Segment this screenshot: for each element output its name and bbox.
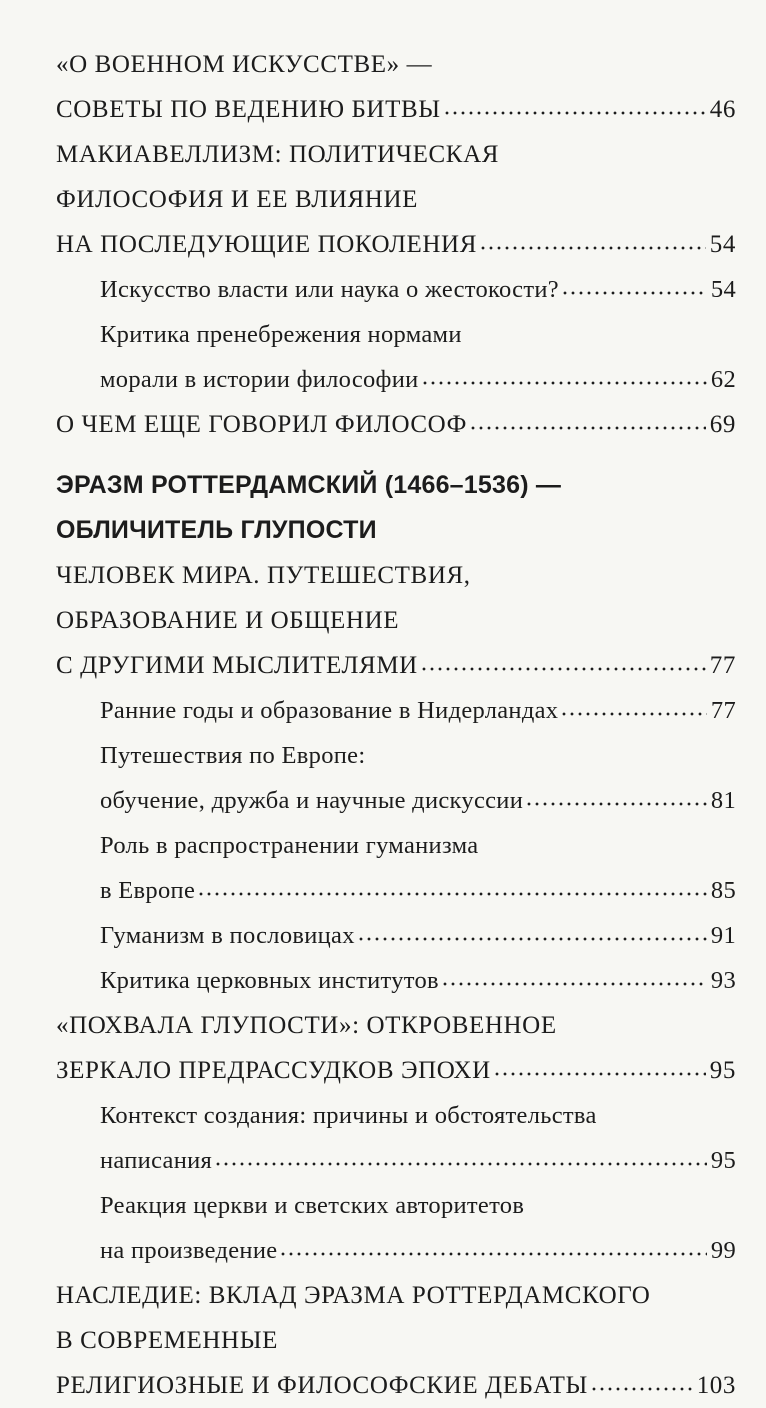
page-number: 95 — [710, 1147, 736, 1174]
page-number: 46 — [709, 96, 736, 123]
toc-line — [56, 1228, 736, 1273]
toc-line — [56, 688, 736, 733]
toc-line — [56, 177, 736, 222]
toc-entry-title: написания — [100, 1147, 213, 1174]
toc-chapter — [56, 1273, 736, 1408]
toc-line — [56, 553, 736, 598]
toc-line — [56, 823, 736, 868]
toc-entry-title: ОБЛИЧИТЕЛЬ ГЛУПОСТИ — [56, 516, 377, 544]
page-number: 91 — [710, 922, 736, 949]
dot-leader — [561, 290, 707, 296]
page-number: 77 — [710, 697, 736, 724]
toc-entry-title: ЧЕЛОВЕК МИРА. ПУТЕШЕСТВИЯ, — [56, 562, 471, 589]
toc-section — [56, 913, 736, 958]
toc-line — [56, 1048, 736, 1093]
toc-chapter — [56, 42, 736, 132]
toc-entry-title: Гуманизм в пословицах — [100, 922, 355, 949]
toc-entry-title: Путешествия по Европе: — [100, 742, 366, 769]
toc-entry-title: обучение, дружба и научные дискуссии — [100, 787, 524, 814]
toc-line — [56, 778, 736, 823]
toc-line — [56, 508, 736, 553]
dot-leader — [214, 1161, 707, 1167]
toc-line — [56, 958, 736, 1003]
page-number: 81 — [710, 787, 736, 814]
toc-entry-title: в Европе — [100, 877, 196, 904]
toc-line — [56, 357, 736, 402]
toc-entry-title: «ПОХВАЛА ГЛУПОСТИ»: ОТКРОВЕННОЕ — [56, 1012, 557, 1039]
toc-line — [56, 1183, 736, 1228]
dot-leader — [421, 380, 707, 386]
toc-entry-title: Критика пренебрежения нормами — [100, 321, 462, 348]
dot-leader — [443, 110, 706, 116]
toc-line — [56, 312, 736, 357]
dot-leader — [590, 1386, 693, 1392]
page-number: 54 — [710, 276, 736, 303]
toc-line — [56, 463, 736, 508]
page-number: 69 — [709, 411, 736, 438]
toc-part-heading — [56, 463, 736, 553]
toc-entry-title: Ранние годы и образование в Нидерландах — [100, 697, 559, 724]
toc-line — [56, 1138, 736, 1183]
toc-line — [56, 1003, 736, 1048]
toc-section — [56, 733, 736, 823]
toc-line — [56, 643, 736, 688]
dot-leader — [493, 1071, 706, 1077]
toc-entry-title: СОВЕТЫ ПО ВЕДЕНИЮ БИТВЫ — [56, 96, 441, 123]
toc-line — [56, 913, 736, 958]
toc-line — [56, 267, 736, 312]
toc-line — [56, 42, 736, 87]
toc-line — [56, 1093, 736, 1138]
toc-entry-title: Реакция церкви и светских авторитетов — [100, 1192, 525, 1219]
toc-entry-title: МАКИАВЕЛЛИЗМ: ПОЛИТИЧЕСКАЯ — [56, 141, 499, 168]
toc-line — [56, 402, 736, 447]
page-number: 54 — [709, 231, 736, 258]
dot-leader — [279, 1251, 706, 1257]
page-number: 77 — [709, 652, 736, 679]
toc-entry-title: Критика церковных институтов — [100, 967, 439, 994]
toc-entry-title: О ЧЕМ ЕЩЕ ГОВОРИЛ ФИЛОСОФ — [56, 411, 467, 438]
dot-leader — [469, 425, 706, 431]
toc-entry-title: ЗЕРКАЛО ПРЕДРАССУДКОВ ЭПОХИ — [56, 1057, 491, 1084]
toc-entry-title: НА ПОСЛЕДУЮЩИЕ ПОКОЛЕНИЯ — [56, 231, 477, 258]
dot-leader — [420, 666, 706, 672]
toc-entry-title: «О ВОЕННОМ ИСКУССТВЕ» — — [56, 51, 433, 78]
page-number: 95 — [709, 1057, 736, 1084]
toc-entry-title: НАСЛЕДИЕ: ВКЛАД ЭРАЗМА РОТТЕРДАМСКОГО — [56, 1282, 651, 1309]
toc-line — [56, 733, 736, 778]
toc-entry-title: С ДРУГИМИ МЫСЛИТЕЛЯМИ — [56, 652, 418, 679]
toc-entry-title: морали в истории философии — [100, 366, 419, 393]
dot-leader — [525, 801, 707, 807]
toc-entry-title: Контекст создания: причины и обстоятельства — [100, 1102, 597, 1129]
dot-leader — [197, 891, 707, 897]
toc-section — [56, 688, 736, 733]
dot-leader — [479, 245, 706, 251]
toc-section — [56, 267, 736, 312]
toc-entry-title: ЭРАЗМ РОТТЕРДАМСКИЙ (1466–1536) — — [56, 471, 562, 499]
toc-chapter — [56, 402, 736, 447]
page-number: 85 — [710, 877, 736, 904]
toc-chapter — [56, 553, 736, 688]
page-number: 99 — [710, 1237, 736, 1264]
toc-section — [56, 312, 736, 402]
toc-section — [56, 1093, 736, 1183]
dot-leader — [441, 981, 707, 987]
toc-section — [56, 1183, 736, 1273]
page-number: 103 — [696, 1372, 736, 1399]
dot-leader — [357, 936, 707, 942]
toc-entry-title: на произведение — [100, 1237, 278, 1264]
toc-entry-title: РЕЛИГИОЗНЫЕ И ФИЛОСОФСКИЕ ДЕБАТЫ — [56, 1372, 588, 1399]
toc-chapter — [56, 132, 736, 267]
toc-line — [56, 1273, 736, 1318]
toc-entry-title: В СОВРЕМЕННЫЕ — [56, 1327, 278, 1354]
toc-line — [56, 87, 736, 132]
page-number: 93 — [710, 967, 736, 994]
toc-line — [56, 868, 736, 913]
page-number: 62 — [710, 366, 736, 393]
toc-line — [56, 132, 736, 177]
toc-entry-title: ОБРАЗОВАНИЕ И ОБЩЕНИЕ — [56, 607, 400, 634]
toc-entry-title: Роль в распространении гуманизма — [100, 832, 479, 859]
toc-chapter — [56, 1003, 736, 1093]
toc-line — [56, 222, 736, 267]
toc-section — [56, 823, 736, 913]
toc-line — [56, 1363, 736, 1408]
toc-section — [56, 958, 736, 1003]
toc-entry-title: Искусство власти или наука о жестокости? — [100, 276, 559, 303]
dot-leader — [560, 711, 707, 717]
toc-line — [56, 1318, 736, 1363]
toc-line — [56, 598, 736, 643]
toc-entry-title: ФИЛОСОФИЯ И ЕЕ ВЛИЯНИЕ — [56, 186, 418, 213]
